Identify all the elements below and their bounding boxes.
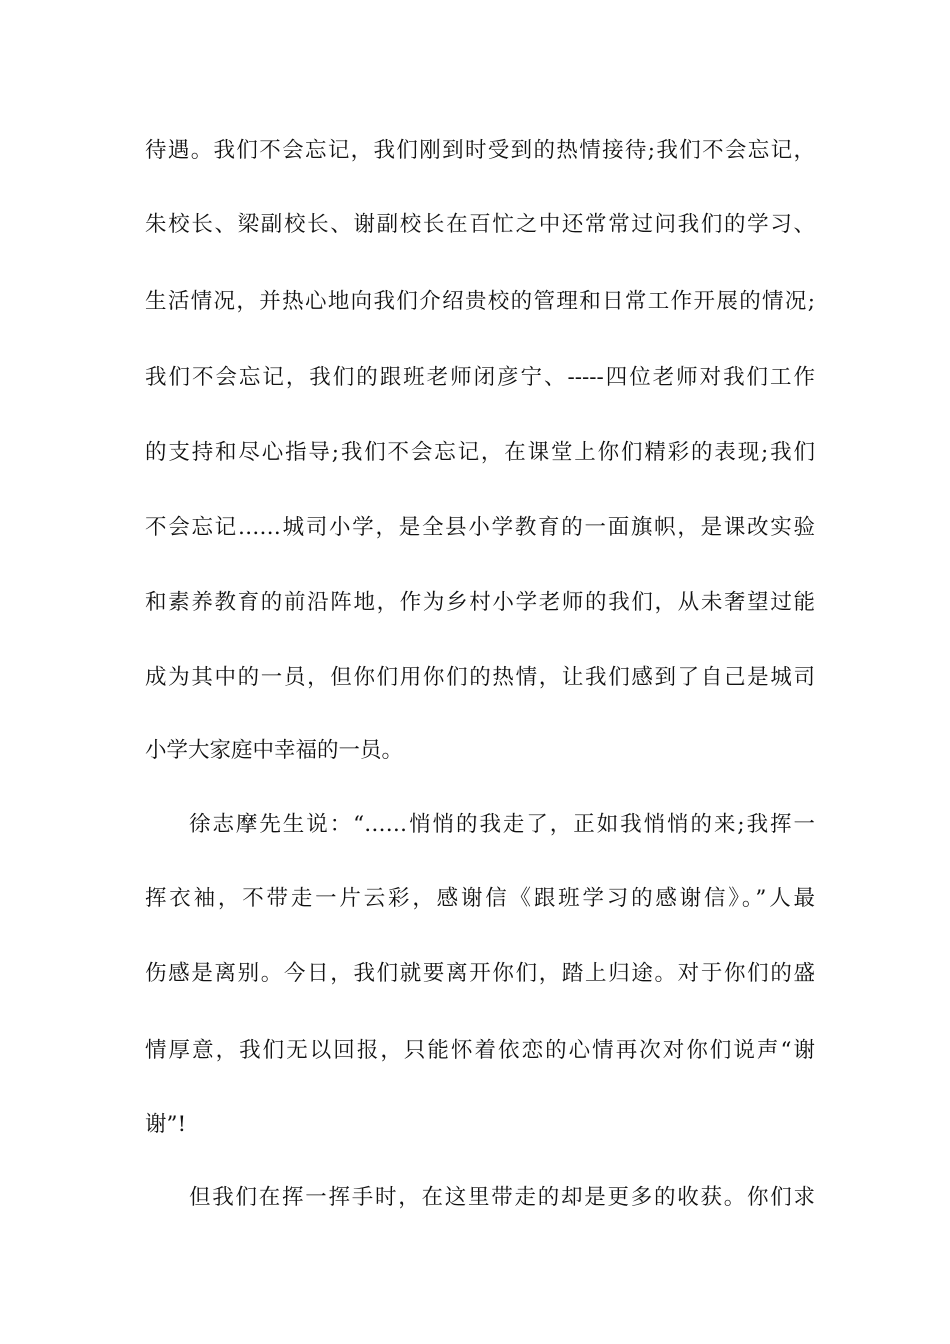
paragraph-first-line: 徐志摩先生说：“……悄悄的我走了，正如我悄悄的来;我挥一: [189, 812, 815, 837]
text-line: 待遇。我们不会忘记，我们刚到时受到的热情接待;我们不会忘记，: [145, 138, 815, 163]
text-line: 的支持和尽心指导;我们不会忘记，在课堂上你们精彩的表现;我们: [145, 440, 815, 465]
text-line: 不会忘记……城司小学，是全县小学教育的一面旗帜，是课改实验: [145, 515, 815, 540]
text-line: 挥衣袖，不带走一片云彩，感谢信《跟班学习的感谢信》。”人最: [145, 886, 815, 911]
text-line: 情厚意，我们无以回报，只能怀着依恋的心情再次对你们说声“谢: [145, 1038, 815, 1063]
text-line: 朱校长、梁副校长、谢副校长在百忙之中还常常过问我们的学习、: [145, 212, 815, 237]
text-line: 小学大家庭中幸福的一员。: [145, 738, 404, 763]
text-line: 我们不会忘记，我们的跟班老师闭彦宁、-----四位老师对我们工作: [145, 365, 815, 390]
paragraph-first-line: 但我们在挥一挥手时，在这里带走的却是更多的收获。你们求: [189, 1185, 815, 1210]
text-line: 谢”!: [145, 1112, 187, 1137]
text-line: 和素养教育的前沿阵地，作为乡村小学老师的我们，从未奢望过能: [145, 590, 815, 615]
text-line: 伤感是离别。今日，我们就要离开你们，踏上归途。对于你们的盛: [145, 961, 815, 986]
text-line: 生活情况，并热心地向我们介绍贵校的管理和日常工作开展的情况;: [145, 289, 815, 314]
text-line: 成为其中的一员，但你们用你们的热情，让我们感到了自己是城司: [145, 665, 815, 690]
